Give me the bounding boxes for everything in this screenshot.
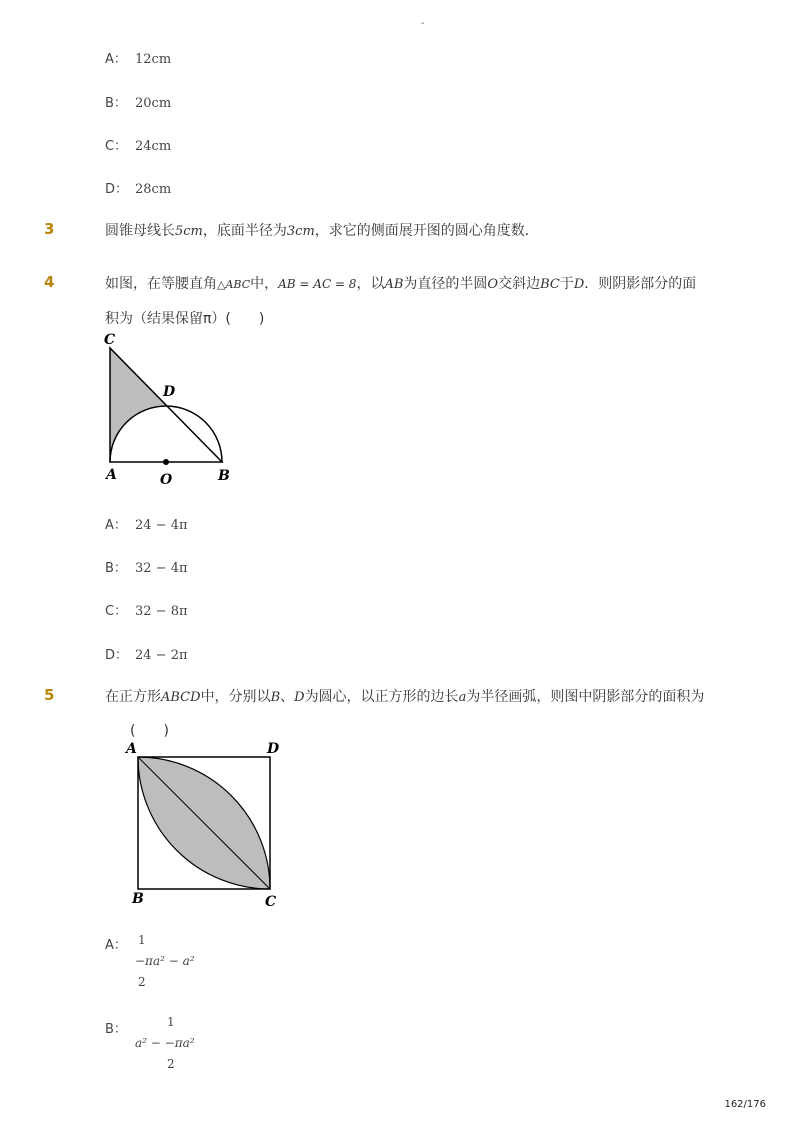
q4-text-e: 交斜边 [498, 276, 541, 292]
q4-label-b: B [218, 468, 230, 484]
q3-text-2: ，底面半径为 [202, 223, 287, 239]
q5-option-b-expression: a² − −πa² [135, 1036, 195, 1050]
q5-text-a: 在正方形 [105, 689, 161, 705]
option-label: B： [105, 96, 127, 111]
option-value: 32 − 8π [135, 604, 188, 619]
q5-math-4: a [458, 690, 467, 705]
q4-math-6: D [573, 277, 585, 292]
q2-option-b[interactable] [105, 92, 171, 111]
option-value: 28cm [135, 182, 172, 197]
q3-math-2: 3cm [286, 224, 315, 239]
q4-option-b[interactable] [105, 557, 188, 576]
option-label: B： [105, 561, 127, 576]
q5-label-d: D [267, 741, 280, 757]
q5-option-b[interactable] [105, 1018, 135, 1037]
q3-text-1: 圆锥母线长 [105, 223, 175, 239]
question-5-line-1 [105, 686, 704, 706]
option-label: D： [105, 648, 129, 663]
q4-math-1: △ABC [217, 278, 251, 291]
q5-label-b: B [132, 891, 144, 907]
question-5-line-2: ( ) [130, 723, 169, 739]
q2-option-d[interactable] [105, 178, 171, 197]
q4-option-a[interactable] [105, 514, 188, 533]
q3-text-3: ，求它的侧面展开图的圆心角度数． [314, 223, 539, 239]
q5-label-c: C [265, 894, 277, 910]
q5-text-b: 中，分别以 [200, 689, 271, 705]
option-value: 32 − 4π [135, 561, 188, 576]
option-label: B： [105, 1022, 127, 1037]
option-label: C： [105, 604, 128, 619]
q4-text-c: ，以 [356, 276, 385, 292]
q4-label-o: O [160, 472, 173, 488]
q4-option-c[interactable] [105, 600, 188, 619]
q5-option-b-numerator: 1 [167, 1015, 175, 1029]
q5-figure [125, 740, 290, 910]
question-4-line-1 [105, 273, 696, 293]
q4-option-d[interactable] [105, 644, 188, 663]
q4-label-d: D [163, 384, 176, 400]
option-value: 12cm [135, 52, 172, 67]
q4-math-4: O [487, 277, 499, 292]
q3-math-1: 5cm [175, 224, 203, 239]
q2-option-c[interactable] [105, 135, 171, 154]
option-label: A： [105, 52, 127, 67]
header-mark: - [421, 18, 425, 29]
q5-option-b-denominator: 2 [167, 1057, 175, 1071]
q4-math-2: AB = AC = 8 [278, 277, 357, 291]
question-number-3: 3 [44, 220, 55, 238]
q5-math-2: B [270, 690, 281, 705]
question-3-text [105, 220, 539, 240]
option-label: C： [105, 139, 128, 154]
q5-label-a: A [126, 741, 137, 757]
q5-text-e: 为半径画弧，则图中阴影部分的面积为 [466, 689, 705, 705]
q4-center-dot [163, 459, 169, 465]
q5-option-a-expression: −πa² − a² [135, 954, 195, 968]
q5-option-a-numerator: 1 [138, 933, 146, 947]
option-label: A： [105, 938, 127, 953]
q5-math-1: ABCD [161, 690, 201, 705]
option-value: 24 − 4π [135, 518, 188, 533]
q5-option-a[interactable] [105, 934, 135, 953]
q4-text-d: 为直径的半圆 [403, 276, 488, 292]
q4-text-b: 中， [250, 276, 279, 292]
q5-math-3: D [294, 690, 305, 705]
q4-figure [100, 330, 240, 490]
q4-label-c: C [104, 332, 116, 348]
option-value: 20cm [135, 96, 172, 111]
q4-math-3: AB [384, 277, 404, 292]
q4-label-a: A [106, 467, 117, 483]
option-value: 24 − 2π [135, 648, 188, 663]
option-label: A： [105, 518, 127, 533]
q2-option-a[interactable] [105, 48, 171, 67]
question-number-5: 5 [44, 686, 55, 704]
q5-text-d: 为圆心，以正方形的边长 [304, 689, 459, 705]
q4-math-5: BC [540, 277, 560, 292]
q4-text-g: ．则阴影部分的面 [584, 276, 697, 292]
page-number: 162/176 [724, 1099, 766, 1110]
option-value: 24cm [135, 139, 172, 154]
q4-text-f: 于 [559, 276, 574, 292]
q5-text-c: 、 [280, 689, 295, 705]
q4-shaded-region [110, 348, 166, 462]
question-4-line-2: 积为（结果保留π）( ) [105, 311, 265, 327]
q5-option-a-denominator: 2 [138, 975, 146, 989]
question-number-4: 4 [44, 273, 55, 291]
q4-text-a: 如图，在等腰直角 [105, 276, 217, 292]
option-label: D： [105, 182, 129, 197]
